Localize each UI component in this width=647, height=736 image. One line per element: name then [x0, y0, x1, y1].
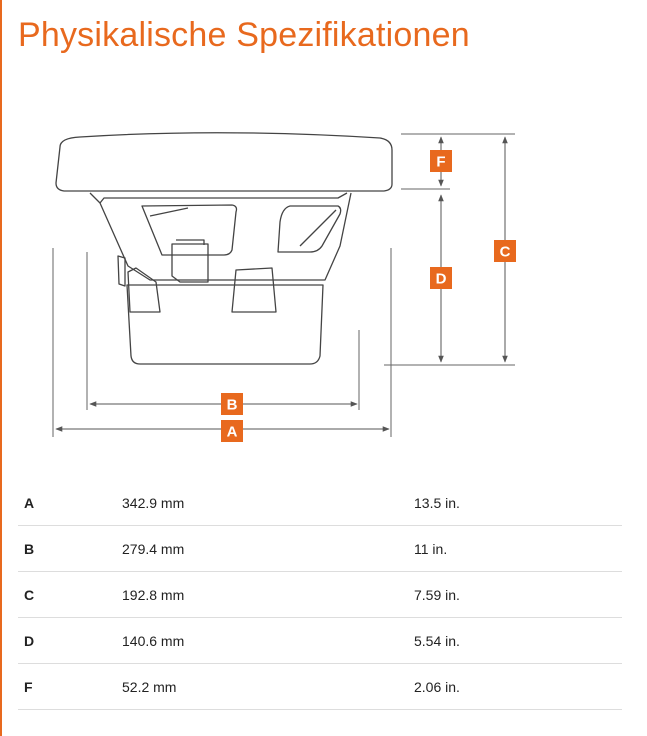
specification-table [18, 480, 622, 710]
dimension-mm: 279.4 mm [122, 526, 414, 572]
dimension-d-label [430, 267, 452, 289]
dimension-inch: 7.59 in. [414, 572, 622, 618]
dimension-mm: 342.9 mm [122, 480, 414, 526]
dimension-mm: 192.8 mm [122, 572, 414, 618]
dimension-key: F [18, 664, 122, 710]
dimension-b-label [221, 393, 243, 415]
dimension-key: C [18, 572, 122, 618]
svg-text:F: F [436, 153, 446, 171]
svg-text:C: C [499, 243, 511, 261]
dimension-mm: 52.2 mm [122, 664, 414, 710]
table-row [18, 572, 622, 618]
table-row [18, 526, 622, 572]
dimension-inch: 13.5 in. [414, 480, 622, 526]
table-row [18, 618, 622, 664]
dimension-mm: 140.6 mm [122, 618, 414, 664]
svg-text:D: D [435, 270, 447, 288]
speaker-outline [56, 133, 392, 364]
dimension-inch: 2.06 in. [414, 664, 622, 710]
dimension-a-label [221, 420, 243, 442]
dimension-inch: 5.54 in. [414, 618, 622, 664]
svg-text:B: B [226, 396, 238, 414]
dimension-inch: 11 in. [414, 526, 622, 572]
dimension-f-label [430, 150, 452, 172]
table-row [18, 480, 622, 526]
dimension-key: B [18, 526, 122, 572]
table-row [18, 664, 622, 710]
dimension-key: A [18, 480, 122, 526]
svg-text:A: A [226, 423, 238, 441]
dimension-c-label [494, 240, 516, 262]
dimension-key: D [18, 618, 122, 664]
page-title: Physikalische Spezifikationen [18, 16, 470, 54]
